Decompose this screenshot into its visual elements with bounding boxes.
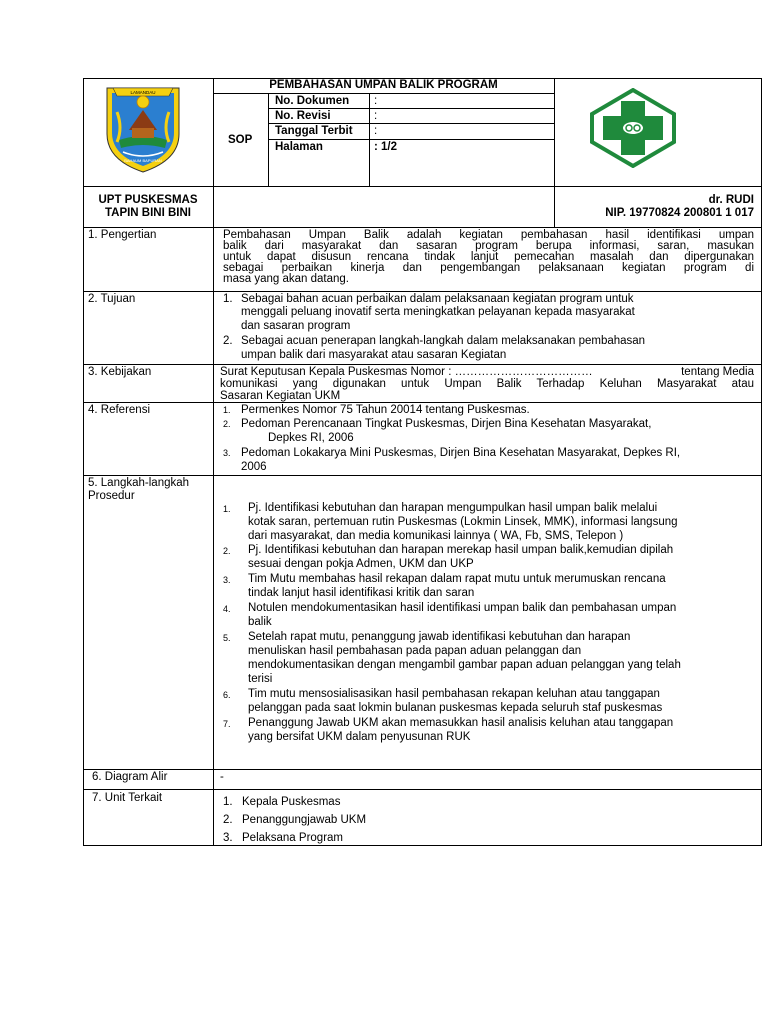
referensi-num-2: 2. bbox=[223, 419, 231, 429]
logo-bottom-text: BAHAUM BAPURAN bbox=[124, 158, 162, 163]
regency-logo bbox=[103, 82, 183, 174]
org-name-line2: TAPIN BINI BINI bbox=[104, 207, 192, 219]
kebijakan-text bbox=[220, 378, 754, 402]
prosedur-step-1-line1: Pj. Identifikasi kebutuhan dan harapan mengumpulkan hasil umpan balik melalui bbox=[248, 502, 658, 514]
rule bbox=[83, 402, 762, 403]
kebijakan-line1a: Surat Keputusan Kepala Puskesmas Nomor : ……………………………… bbox=[220, 366, 593, 378]
rule bbox=[83, 227, 762, 228]
prosedur-num-7: 7. bbox=[223, 719, 231, 729]
prosedur-num-4: 4. bbox=[223, 604, 231, 614]
rule bbox=[83, 186, 762, 187]
unit-item-3: Pelaksana Program bbox=[242, 832, 343, 844]
prosedur-num-5: 5. bbox=[223, 633, 231, 643]
prosedur-step-5-line1: Setelah rapat mutu, penanggung jawab identifikasi kebutuhan dan harapan bbox=[248, 631, 631, 643]
field-value-no-revisi: : bbox=[374, 110, 378, 122]
pengertian-line: Pembahasan Umpan Balik adalah kegiatan pembahasan hasil identifikasi umpan bbox=[223, 229, 754, 241]
field-value-halaman: : 1/2 bbox=[374, 141, 398, 153]
kebijakan-line1b: tentang Media bbox=[681, 366, 754, 378]
field-label-tanggal-terbit: Tanggal Terbit bbox=[275, 125, 353, 137]
prosedur-step-7-line2: yang bersifat UKM dalam penyusunan RUK bbox=[248, 731, 471, 743]
prosedur-step-6-line2: pelanggan pada saat lokmin bulanan puskesmas kepada seluruh staf puskesmas bbox=[248, 702, 663, 714]
section-label-prosedur-2: Prosedur bbox=[88, 490, 135, 502]
field-label-no-revisi: No. Revisi bbox=[275, 110, 331, 122]
prosedur-step-4-line1: Notulen mendokumentasikan hasil identifikasi umpan balik dan pembahasan umpan bbox=[248, 602, 677, 614]
unit-item-1: Kepala Puskesmas bbox=[242, 796, 341, 808]
tujuan-num-1: 1. bbox=[223, 293, 233, 305]
rule bbox=[369, 93, 370, 187]
prosedur-step-1-line3: dari masyarakat, dan media komunikasi lainnya ( WA, Fb, SMS, Telepon ) bbox=[248, 530, 624, 542]
tujuan-item-2-line2: umpan balik dari masyarakat atau sasaran Kegiatan bbox=[241, 349, 507, 361]
tujuan-item-2-line1: Sebagai acuan penerapan langkah-langkah dalam melaksanakan pembahasan bbox=[241, 335, 646, 347]
sop-label: SOP bbox=[228, 134, 253, 146]
prosedur-num-1: 1. bbox=[223, 504, 231, 514]
rule bbox=[268, 108, 554, 109]
field-value-no-dokumen: : bbox=[374, 95, 378, 107]
rule bbox=[83, 845, 762, 846]
prosedur-step-6-line1: Tim mutu mensosialisasikan hasil pembahasan rekapan keluhan atau tanggapan bbox=[248, 688, 660, 700]
field-label-no-dokumen: No. Dokumen bbox=[275, 95, 350, 107]
section-label-kebijakan: 3. Kebijakan bbox=[88, 366, 152, 378]
prosedur-step-2-line2: sesuai dengan pokja Admen, UKM dan UKP bbox=[248, 558, 474, 570]
prosedur-num-6: 6. bbox=[223, 690, 231, 700]
section-label-pengertian: 1. Pengertian bbox=[88, 229, 157, 241]
referensi-item-2-line2: Depkes RI, 2006 bbox=[268, 432, 354, 444]
rule bbox=[761, 78, 762, 846]
pengertian-line: masa yang akan datang. bbox=[223, 273, 349, 285]
rule bbox=[213, 93, 554, 94]
prosedur-step-2-line1: Pj. Identifikasi kebutuhan dan harapan merekap hasil umpan balik,kemudian dipilah bbox=[248, 544, 674, 556]
referensi-num-1: 1. bbox=[223, 405, 231, 415]
referensi-item-1: Permenkes Nomor 75 Tahun 20014 tentang Puskesmas. bbox=[241, 404, 530, 416]
prosedur-step-3-line1: Tim Mutu membahas hasil rekapan dalam rapat mutu untuk merumuskan rencana bbox=[248, 573, 666, 585]
tujuan-num-2: 2. bbox=[223, 335, 233, 347]
prosedur-step-7-line1: Penanggung Jawab UKM akan memasukkan hasil analisis keluhan atau tanggapan bbox=[248, 717, 674, 729]
logo-top-text: LAMANDAU bbox=[130, 90, 156, 95]
referensi-item-3-line1: Pedoman Lokakarya Mini Puskesmas, Dirjen Bina Kesehatan Masyarakat, Depkes RI, bbox=[241, 447, 681, 459]
unit-item-2: Penanggungjawab UKM bbox=[242, 814, 367, 826]
referensi-item-3-line2: 2006 bbox=[241, 461, 267, 473]
diagram-value: - bbox=[220, 771, 224, 783]
tujuan-item-1-line2: menggali peluang inovatif serta meningkatkan pelayanan kepada masyarakat bbox=[241, 306, 635, 318]
org-name-line1: UPT PUSKESMAS bbox=[98, 194, 198, 206]
document-title: PEMBAHASAN UMPAN BALIK PROGRAM bbox=[269, 79, 498, 91]
unit-num-1: 1. bbox=[223, 796, 233, 808]
head-nip: NIP. 19770824 200801 1 017 bbox=[605, 207, 754, 219]
rule bbox=[213, 78, 214, 846]
prosedur-step-3-line2: tindak lanjut hasil identifikasi kritik dan saran bbox=[248, 587, 475, 599]
section-label-diagram: 6. Diagram Alir bbox=[92, 771, 168, 783]
prosedur-num-2: 2. bbox=[223, 546, 231, 556]
prosedur-step-5-line2: menuliskan hasil pembahasan pada papan aduan pelanggan dan bbox=[248, 645, 582, 657]
prosedur-num-3: 3. bbox=[223, 575, 231, 585]
prosedur-step-5-line4: terisi bbox=[248, 673, 273, 685]
head-name: dr. RUDI bbox=[708, 194, 754, 206]
rule bbox=[83, 364, 762, 365]
rule bbox=[268, 123, 554, 124]
rule bbox=[83, 291, 762, 292]
section-label-referensi: 4. Referensi bbox=[88, 404, 151, 416]
rule bbox=[83, 475, 762, 476]
pengertian-line: untuk dapat disusun rencana tindak lanjut pemecahan masalah dan dipergunakan bbox=[223, 251, 754, 263]
puskesmas-logo bbox=[590, 88, 676, 168]
tujuan-item-1-line3: dan sasaran program bbox=[241, 320, 351, 332]
pengertian-line: sebagai perbaikan kinerja dan pengembangan pelaksanaan kegiatan program di bbox=[223, 262, 754, 274]
pengertian-text bbox=[223, 230, 754, 285]
kebijakan-line3: Sasaran Kegiatan UKM bbox=[220, 390, 341, 402]
field-value-tanggal-terbit: : bbox=[374, 125, 378, 137]
field-label-halaman: Halaman bbox=[275, 141, 323, 153]
section-label-tujuan: 2. Tujuan bbox=[88, 293, 136, 305]
rule bbox=[268, 93, 269, 187]
section-label-prosedur-1: 5. Langkah-langkah bbox=[88, 477, 190, 489]
referensi-num-3: 3. bbox=[223, 448, 231, 458]
unit-num-3: 3. bbox=[223, 832, 233, 844]
referensi-item-2-line1: Pedoman Perencanaan Tingkat Puskesmas, Dirjen Bina Kesehatan Masyarakat, bbox=[241, 418, 652, 430]
prosedur-step-5-line3: mendokumentasikan dengan mengambil gambar papan aduan pelanggan yang telah bbox=[248, 659, 681, 671]
rule bbox=[83, 789, 762, 790]
section-label-unit: 7. Unit Terkait bbox=[92, 792, 163, 804]
rule bbox=[268, 139, 554, 140]
tujuan-item-1-line1: Sebagai bahan acuan perbaikan dalam pelaksanaan kegiatan program untuk bbox=[241, 293, 634, 305]
prosedur-step-1-line2: kotak saran, pertemuan rutin Puskesmas (Lokmin Linsek, MMK), informasi langsung bbox=[248, 516, 678, 528]
rule bbox=[83, 769, 762, 770]
prosedur-step-4-line2: balik bbox=[248, 616, 272, 628]
pengertian-line: balik dari masyarakat dan sasaran program berupa informasi, saran, masukan bbox=[223, 240, 754, 252]
unit-num-2: 2. bbox=[223, 814, 233, 826]
kebijakan-line2: komunikasi yang digunakan untuk Umpan Balik Terhadap Keluhan Masyarakat atau bbox=[220, 378, 754, 390]
